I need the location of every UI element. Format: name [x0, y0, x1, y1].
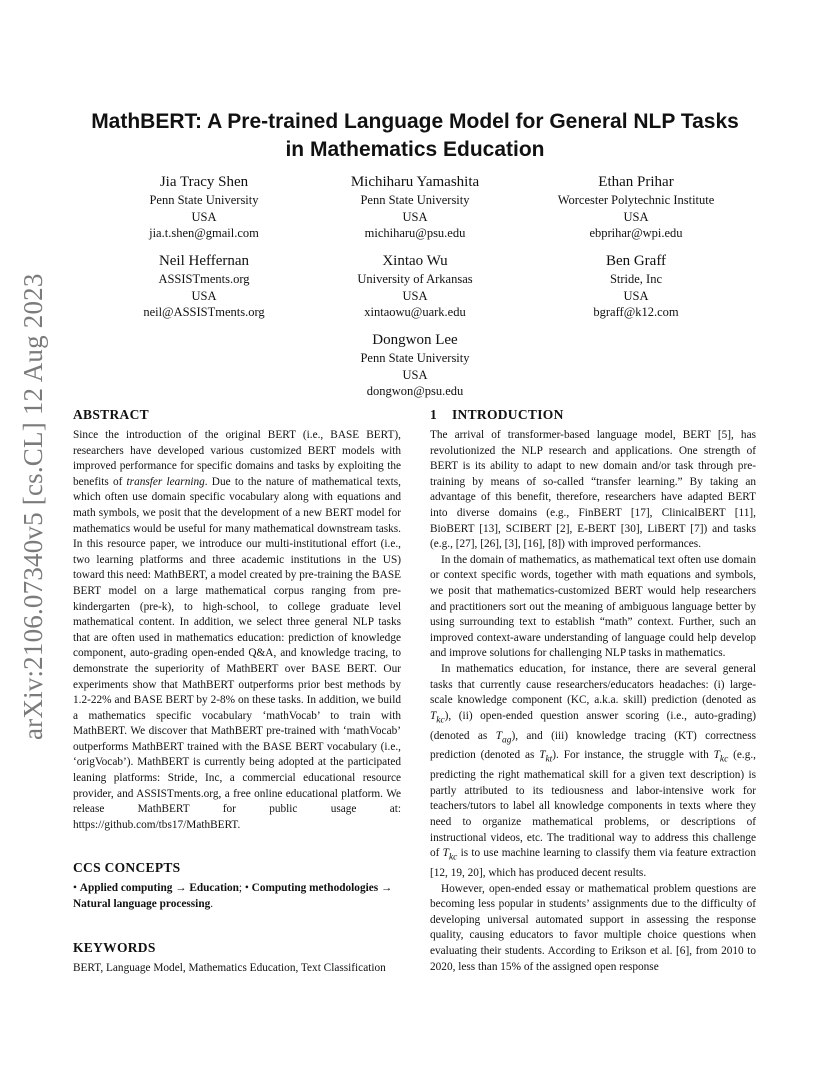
task-symbol: [430, 709, 445, 725]
author-affiliation: Stride, Inc: [609, 272, 663, 286]
author-country: USA: [402, 209, 428, 224]
ccs-heading: CCS CONCEPTS: [73, 860, 181, 876]
intro-text-part: ). For instance, the struggle with: [552, 749, 714, 762]
task-symbol-sub: kt: [545, 754, 553, 765]
task-symbol: [539, 749, 553, 765]
intro-text-part: ), (ii) open-ended question answer scoring (i.e., auto-grading) (denoted as: [430, 709, 756, 742]
task-symbol-base: T: [713, 749, 720, 762]
intro-text-part: ), and (iii) knowledge tracing (KT) correctness prediction (denoted as: [430, 729, 756, 762]
author-email: michiharu@psu.edu: [364, 226, 466, 240]
right-column: [430, 406, 756, 975]
intro-text-part: is to use machine learning to classify them via feature extraction [12, 19, 20], which has produced decent results.: [430, 847, 756, 880]
abstract-text-part: . Due to the nature of mathematical texts, which often use domain specific vocabulary along with equations and math symbols, we posit that the development of a new BERT model for mathematics would be useful for many mathematical downstream tasks. In this resource paper, we introduce our multi-institutional effort (i.e., two learning platforms and three academic institutions in the US) toward this need: MathBERT, a model created by pre-training the BASE BERT model on a large mathematical corpus ranging from pre-kindergarten (pre-k), to high-school, to college graduate level mathematical content. In addition, we select three general NLP tasks that are often used in mathematics education: prediction of knowledge component, auto-grading open-ended Q&A, and knowledge tracing, to demonstrate the superiority of MathBERT over BASE BERT. Our experiments show that MathBERT outperforms prior best methods by 1.2-22% and BASE BERT by 2-8% on these tasks. In addition, we build a mathematics specific vocabulary ‘mathVocab’ to train with MathBERT. We discover that MathBERT pre-trained with ‘mathVocab’ outperforms MathBERT trained with the BASE BERT vocabulary (i.e., ‘origVocab’). MathBERT is currently being adopted at the participated leaning platforms: Stride, Inc, a commercial educational resource provider, and ASSISTments.org, a free online educational platform. We release MathBERT for public usage at: https://github.com/tbs17/MathBERT.: [73, 475, 401, 831]
ccs-bullet: •: [73, 882, 80, 895]
author-block: [295, 173, 535, 242]
section-number: 1: [430, 407, 438, 422]
left-column: [73, 406, 401, 976]
title-line: MathBERT: A Pre-trained Language Model for General NLP Tasks: [91, 110, 739, 133]
ccs-end: .: [210, 898, 214, 911]
title-line: in Mathematics Education: [285, 138, 545, 161]
abstract-heading: ABSTRACT: [73, 407, 149, 422]
task-symbol-sub: kc: [436, 714, 445, 725]
intro-text-part: (e.g., predicting the right mathematical skill for a given text description) is partly attributed to its tediousness and labor-intensive work for teachers/tutors to label all knowledge components in texts where they need to organize mathematical problems, or descriptions of instructional videos, etc. The traditional way to address this challenge of: [430, 749, 756, 860]
author-name: Jia Tracy Shen: [159, 174, 249, 190]
keywords-heading: KEYWORDS: [73, 939, 156, 955]
task-symbol-base: T: [495, 729, 503, 742]
ccs-separator: ; •: [238, 882, 252, 895]
author-email: ebprihar@wpi.edu: [589, 226, 683, 240]
author-affiliation: Penn State University: [360, 193, 470, 207]
task-symbol: [442, 847, 458, 863]
arxiv-identifier: arXiv:2106.07340v5 [cs.CL] 12 Aug 2023: [18, 273, 48, 740]
intro-paragraph: However, open-ended essay or mathematical problem questions are becoming less popular in students’ assignments due to the difficulty of developing universal automated support in assessing the response quality, causing educators to favor multiple choice questions when evaluating their students. According to Erikson et al. [6], from 2010 to 2020, less than 15% of the assigned open response: [430, 882, 756, 973]
abstract-text-part: Since the introduction of the original BERT (i.e., BASE BERT), researchers have developed various customized BERT models with improved performance for specific domains and tasks by exploiting the benefits of: [73, 429, 401, 488]
paper-title: [60, 108, 770, 164]
author-country: USA: [191, 288, 217, 303]
task-symbol-base: T: [539, 749, 546, 762]
author-block: [295, 331, 535, 400]
author-block: [516, 252, 756, 321]
author-country: USA: [623, 209, 649, 224]
author-email: neil@ASSISTments.org: [143, 305, 265, 319]
abstract-emphasis: transfer learning: [126, 475, 205, 488]
task-symbol: [495, 729, 512, 745]
author-name: Dongwon Lee: [372, 332, 458, 348]
task-symbol: [713, 749, 729, 765]
author-name: Neil Heffernan: [158, 253, 250, 269]
author-name: Ethan Prihar: [598, 174, 674, 190]
author-country: USA: [623, 288, 649, 303]
author-block: [84, 173, 324, 242]
author-name: Michiharu Yamashita: [350, 174, 480, 190]
intro-paragraph: The arrival of transformer-based language model, BERT [5], has revolutionized the NLP research and applications. One strength of BERT is its ability to adapt to new domain and/or task through pre-training by means of so-called “transfer learning.” By taking an advantage of this benefit, therefore, researchers have adapted BERT into diverse domains (e.g., FinBERT [17], ClinicalBERT [11], BioBERT [13], SCIBERT [2], E-BERT [30], LiBERT [7]) and tasks (e.g., [27], [26], [3], [16], [8]) with improved performances.: [430, 429, 756, 551]
intro-heading: [430, 406, 756, 424]
author-block: [516, 173, 756, 242]
author-affiliation: Penn State University: [149, 193, 259, 207]
author-country: USA: [402, 367, 428, 382]
author-email: jia.t.shen@gmail.com: [149, 226, 259, 240]
author-email: dongwon@psu.edu: [366, 384, 464, 398]
author-name: Ben Graff: [605, 253, 667, 269]
task-symbol-sub: ag: [502, 734, 512, 745]
task-symbol-base: T: [442, 847, 449, 860]
intro-paragraph: In the domain of mathematics, as mathematical text often use domain or context specific words, together with math equations and symbols, we posit that mathematics-customized BERT would help researchers and practitioners sort out the meaning of ambiguous language better by using surrounding text to establish “math” context. Further, such an improved context-aware understanding of language could help develop and improve solutions for challenging NLP tasks in mathematics.: [430, 553, 756, 660]
author-country: USA: [191, 209, 217, 224]
author-email: bgraff@k12.com: [593, 305, 679, 319]
author-affiliation: Penn State University: [360, 351, 470, 365]
keywords-text: BERT, Language Model, Mathematics Education, Text Classification: [73, 961, 386, 974]
author-affiliation: ASSISTments.org: [158, 272, 250, 286]
task-symbol-sub: kc: [719, 754, 729, 765]
ccs-concept: Computing methodologies → Natural language processing: [73, 882, 393, 911]
section-title: INTRODUCTION: [452, 407, 564, 422]
author-block: [84, 252, 324, 321]
ccs-concept: Applied computing → Education: [79, 882, 239, 895]
ccs-text: [73, 881, 401, 912]
author-affiliation: Worcester Polytechnic Institute: [557, 193, 715, 207]
author-email: xintaowu@uark.edu: [364, 305, 466, 319]
intro-text-part: In mathematics education, for instance, there are several general tasks that currently cause researchers/educators headaches: (i) large-scale knowledge component (KC, a.k.a. skill) prediction (denoted as: [430, 662, 756, 707]
task-symbol-sub: kc: [448, 852, 458, 863]
author-affiliation: University of Arkansas: [357, 272, 473, 286]
abstract-text: [73, 428, 401, 833]
intro-paragraph: [430, 662, 756, 882]
author-country: USA: [402, 288, 428, 303]
author-block: [295, 252, 535, 321]
task-symbol-base: T: [430, 709, 437, 722]
author-name: Xintao Wu: [382, 253, 448, 269]
